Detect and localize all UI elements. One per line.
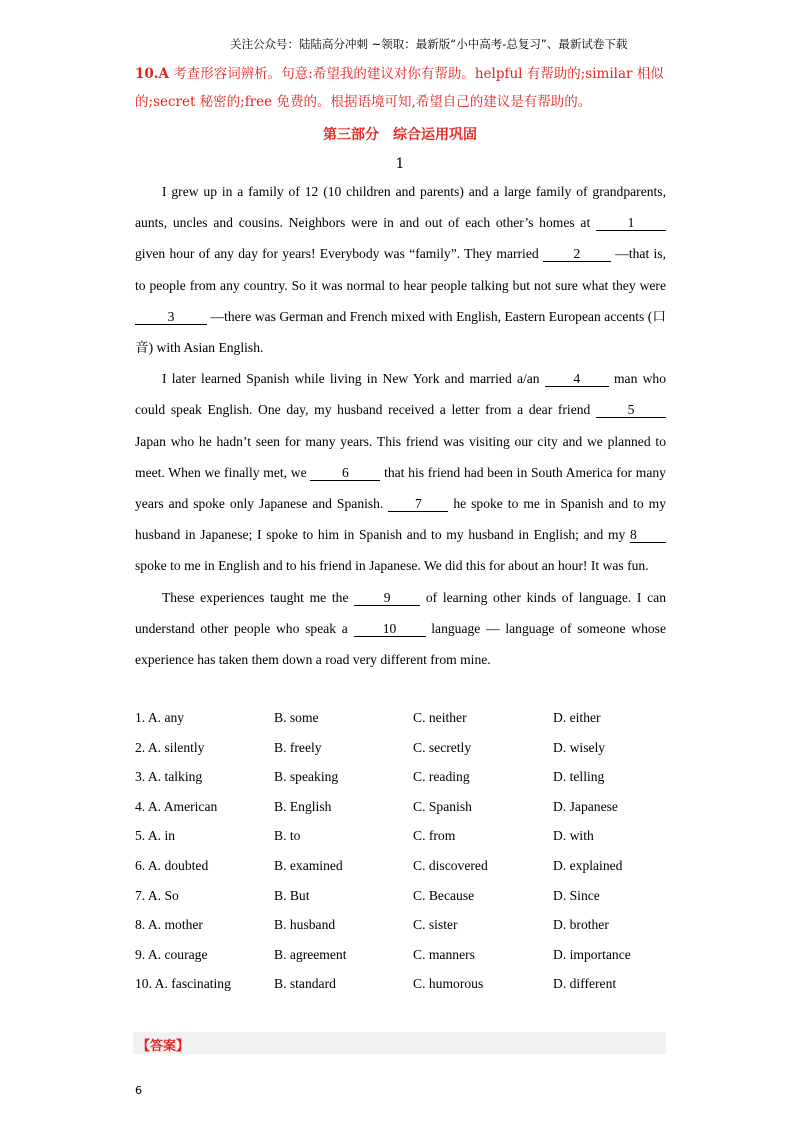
answer-number: 10.A bbox=[135, 66, 169, 82]
option-a: 9. A. courage bbox=[135, 946, 208, 962]
option-row-7 bbox=[135, 888, 675, 918]
option-c: C. sister bbox=[413, 917, 458, 933]
option-b: B. freely bbox=[274, 739, 322, 755]
option-d: D. with bbox=[553, 828, 594, 844]
paragraph-3: These experiences taught me the 9 of learning other kinds of language. I can understand other people who speak a 10 language — language of someone whose experience has taken them down a road very different from mine. bbox=[135, 589, 666, 668]
option-row-9 bbox=[135, 947, 675, 977]
option-a: 10. A. fascinating bbox=[135, 976, 231, 992]
option-b: B. some bbox=[274, 710, 319, 725]
option-a: 8. A. mother bbox=[135, 917, 203, 933]
option-row-2 bbox=[135, 740, 675, 770]
option-c: C. manners bbox=[413, 946, 475, 962]
answer-heading: 【答案】 bbox=[137, 1039, 190, 1054]
option-a: 2. A. silently bbox=[135, 739, 205, 755]
option-b: B. speaking bbox=[274, 769, 339, 785]
answer-heading-bar bbox=[133, 1032, 666, 1054]
page-header: 关注公众号：陆陆高分冲刺 ~领取：最新版“小中高考-总复习”、最新试卷下载 bbox=[230, 37, 628, 51]
answer-options bbox=[135, 710, 675, 1006]
option-row-10 bbox=[135, 976, 675, 1006]
option-c: C. Because bbox=[413, 887, 475, 903]
option-c: C. reading bbox=[413, 769, 470, 785]
paragraph-1: I grew up in a family of 12 (10 children and parents) and a large family of grandparents, aunts, uncles and cousins. Neighbors were in and out of each other’s homes at 1 given hour of any day for years! Everybody was “family”. They married 2 —that is, to people from any country. So it was normal to hear people talking but not sure what they were 3 —there was German and French mixed with English, Eastern European accents (口音) with Asian English. bbox=[135, 184, 666, 356]
option-d: D. brother bbox=[553, 917, 609, 933]
option-d: D. Since bbox=[553, 887, 600, 903]
option-row-8 bbox=[135, 917, 675, 947]
option-c: C. from bbox=[413, 828, 456, 844]
option-d: D. wisely bbox=[553, 739, 606, 755]
option-a: 5. A. in bbox=[135, 828, 176, 844]
passage-number: 1 bbox=[395, 156, 405, 172]
section-title: 第三部分 综合运用巩固 bbox=[323, 127, 477, 143]
option-d: D. Japanese bbox=[553, 798, 618, 814]
option-a: 4. A. American bbox=[135, 798, 218, 814]
blank-2: 2 bbox=[543, 246, 611, 262]
blank-5: 5 bbox=[596, 402, 666, 418]
option-c: C. discovered bbox=[413, 857, 488, 873]
option-b: B. husband bbox=[274, 917, 336, 933]
option-row-5 bbox=[135, 828, 675, 858]
answer-text: 考查形容词辨析。句意:希望我的建议对你有帮助。helpful 有帮助的;similar 相似的;secret 秘密的;free 免费的。根据语境可知,希望自己的建议是有帮助的。 bbox=[135, 66, 664, 110]
option-c: C. neither bbox=[413, 710, 467, 725]
blank-6: 6 bbox=[310, 465, 380, 481]
option-c: C. secretly bbox=[413, 739, 472, 755]
option-a: 3. A. talking bbox=[135, 769, 203, 785]
answer-explanation-10 bbox=[135, 60, 670, 116]
option-b: B. But bbox=[274, 887, 310, 903]
page-number: 6 bbox=[135, 1084, 142, 1097]
blank-9: 9 bbox=[354, 590, 420, 606]
cloze-passage bbox=[135, 176, 666, 675]
blank-1: 1 bbox=[596, 215, 666, 231]
blank-4: 4 bbox=[545, 371, 609, 387]
option-d: D. either bbox=[553, 710, 601, 725]
blank-3: 3 bbox=[135, 309, 207, 325]
option-d: D. explained bbox=[553, 857, 623, 873]
option-a: 7. A. So bbox=[135, 887, 179, 903]
option-b: B. to bbox=[274, 828, 301, 844]
option-d: D. telling bbox=[553, 769, 605, 785]
option-b: B. English bbox=[274, 798, 332, 814]
option-d: D. importance bbox=[553, 946, 631, 962]
option-row-4 bbox=[135, 799, 675, 829]
option-row-1 bbox=[135, 710, 675, 740]
option-c: C. Spanish bbox=[413, 798, 472, 814]
blank-8: 8 bbox=[630, 527, 666, 543]
option-b: B. standard bbox=[274, 976, 336, 992]
blank-10: 10 bbox=[354, 621, 426, 637]
option-b: B. agreement bbox=[274, 946, 347, 962]
option-c: C. humorous bbox=[413, 976, 484, 992]
option-row-6 bbox=[135, 858, 675, 888]
option-row-3 bbox=[135, 769, 675, 799]
option-a: 1. A. any bbox=[135, 710, 185, 725]
blank-7: 7 bbox=[388, 496, 448, 512]
option-b: B. examined bbox=[274, 857, 343, 873]
option-d: D. different bbox=[553, 976, 617, 992]
option-a: 6. A. doubted bbox=[135, 857, 209, 873]
paragraph-2: I later learned Spanish while living in New York and married a/an 4 man who could speak English. One day, my husband received a letter from a dear friend 5 Japan who he hadn’t seen for many years. This friend was visiting our city and we planned to meet. When we finally met, we 6 that his friend had been in South America for many years and spoke only Japanese and Spanish. 7 he spoke to me in Spanish and to my husband in Japanese; I spoke to him in Spanish and to my husband in English; and my 8 spoke to me in English and to his friend in Japanese. We did this for about an hour! It was fun. bbox=[135, 371, 666, 574]
